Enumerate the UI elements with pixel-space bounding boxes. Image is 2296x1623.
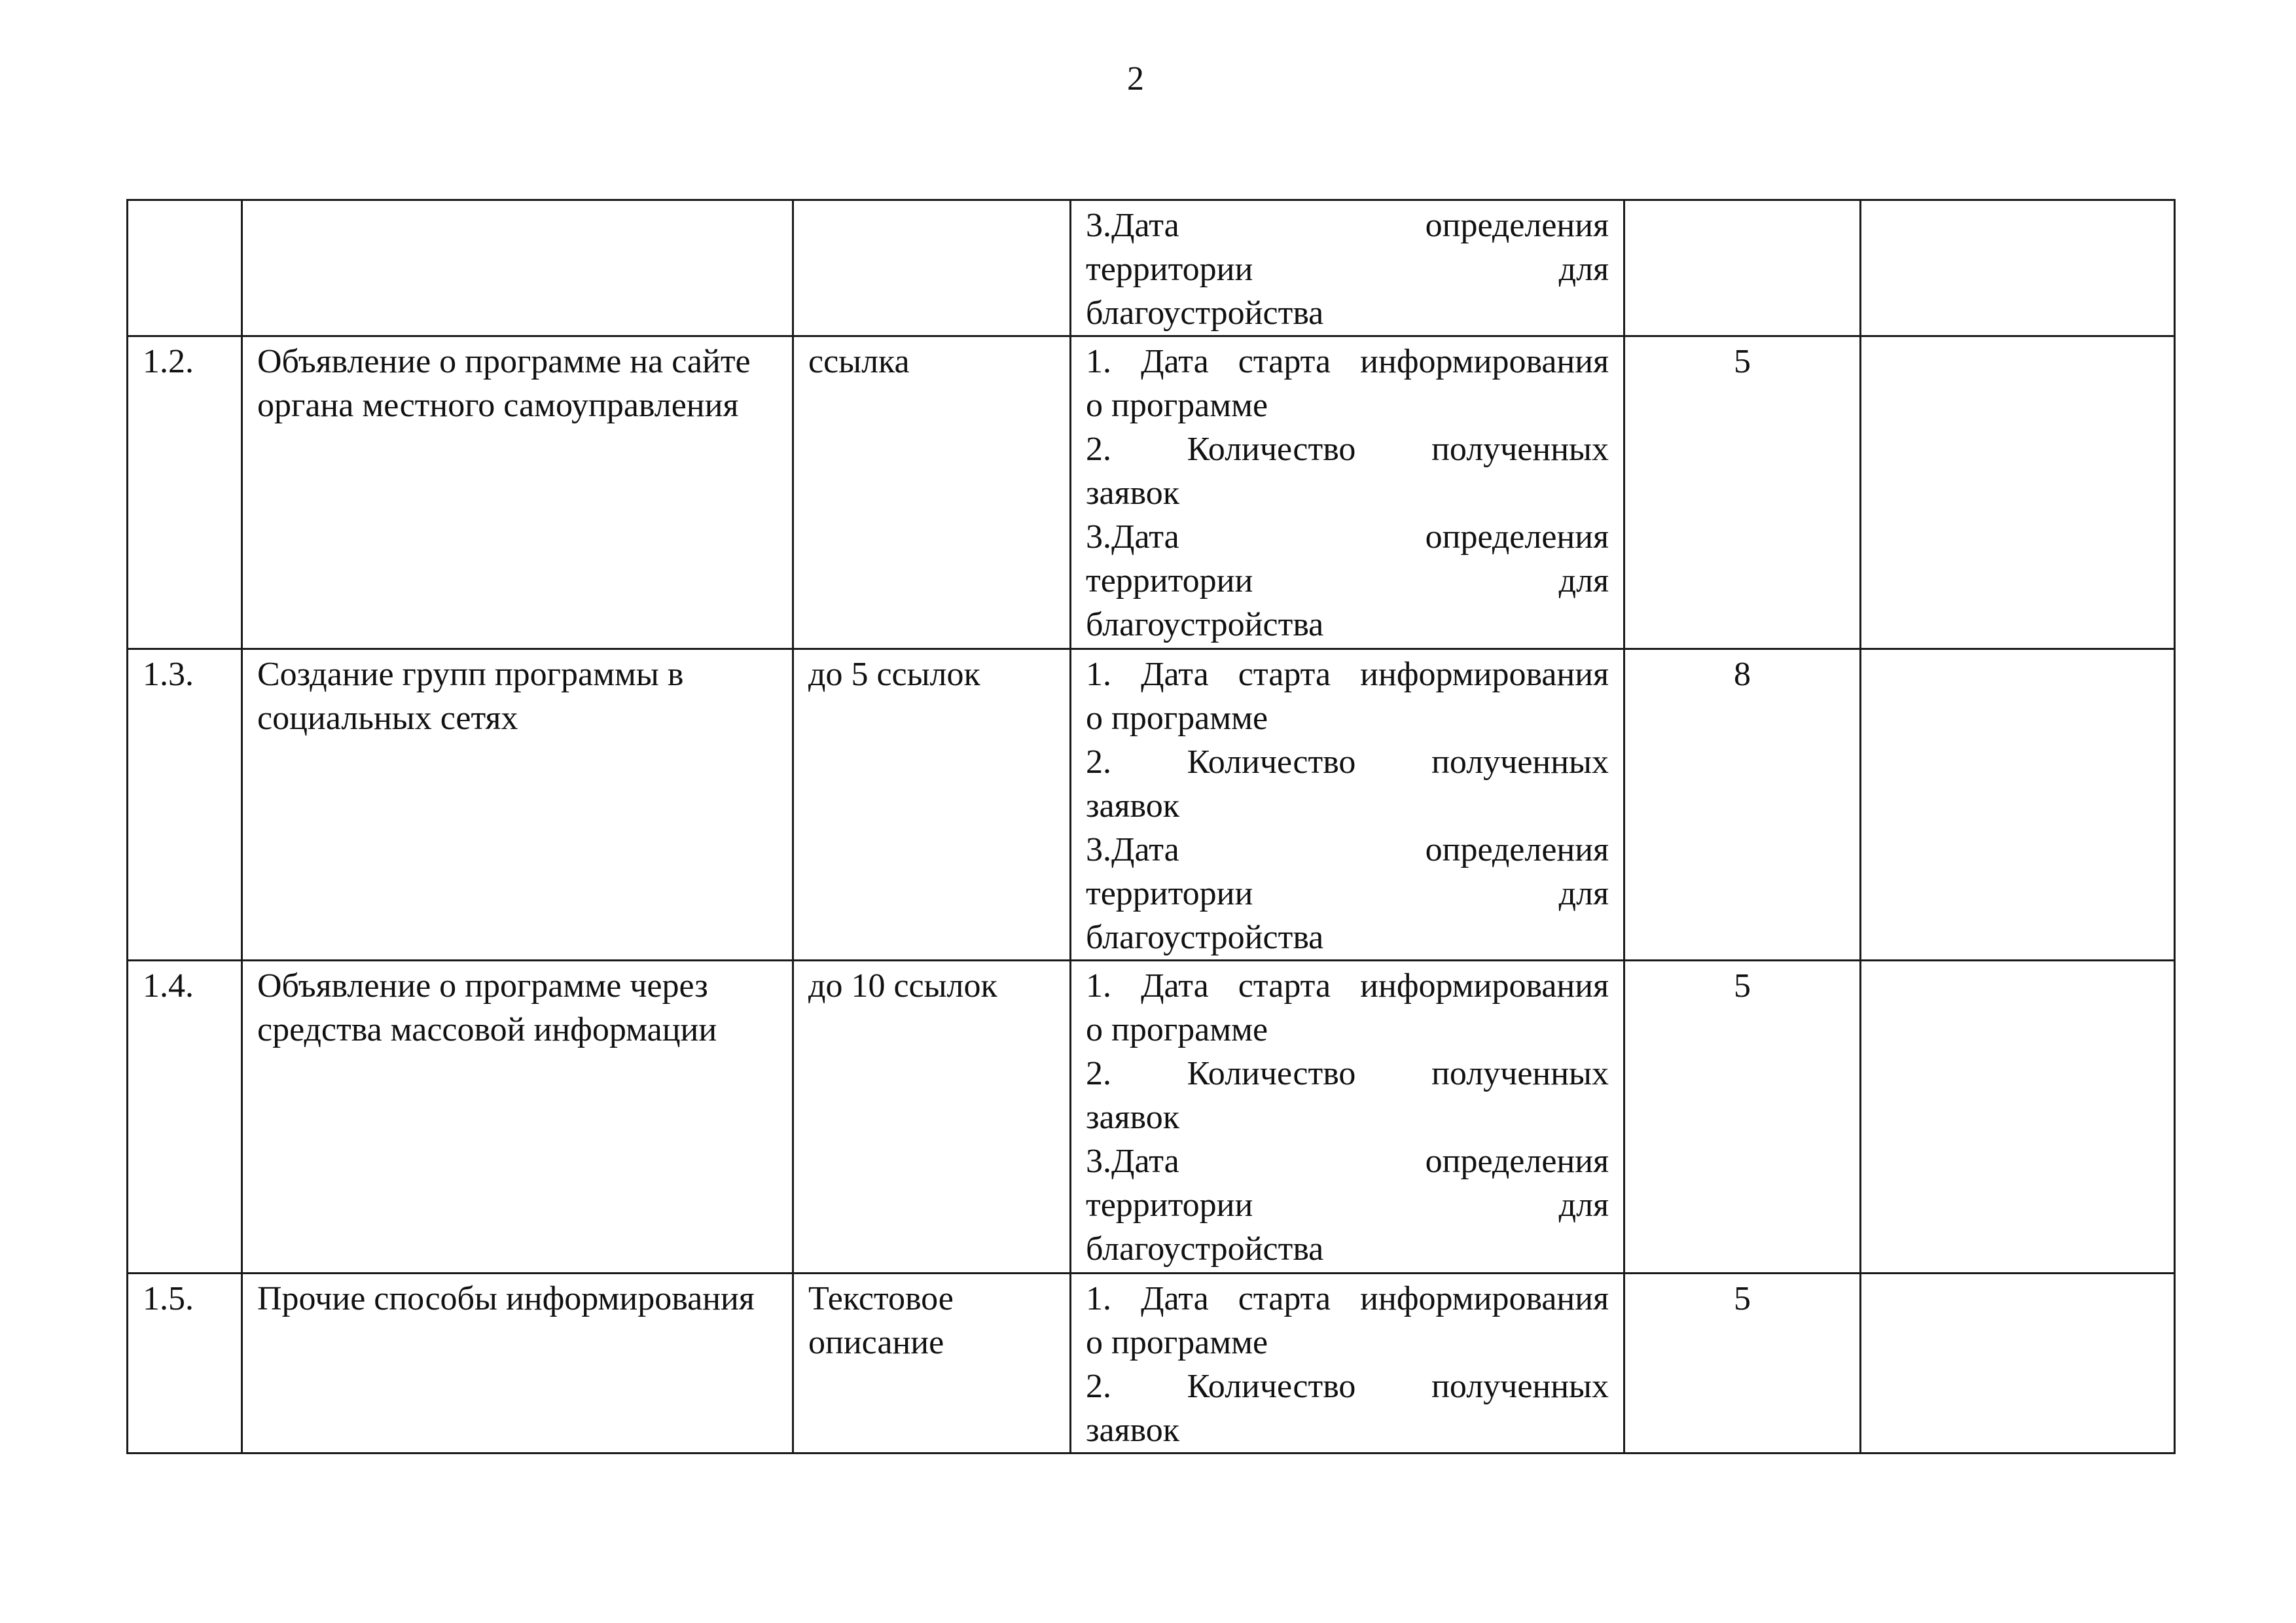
score-cell: 8 <box>1624 649 1861 961</box>
criteria-cell <box>1071 336 1624 649</box>
criteria-line: о программе <box>1086 1011 1268 1048</box>
table-row <box>128 961 2175 1274</box>
table-row <box>128 1274 2175 1454</box>
criteria-line: благоустройства <box>1086 1230 1324 1268</box>
criteria-line: 2. Количество полученных <box>1086 1368 1609 1405</box>
criteria-table <box>126 199 2176 1454</box>
criteria-line: территории для <box>1086 251 1609 288</box>
note-cell <box>1861 1274 2175 1454</box>
criteria-line: 1. Дата старта информирования <box>1086 656 1609 693</box>
criteria-line: 1. Дата старта информирования <box>1086 967 1609 1005</box>
table-row <box>128 336 2175 649</box>
score-cell: 5 <box>1624 1274 1861 1454</box>
page-number: 2 <box>1127 60 1144 98</box>
row-number-cell: 1.4. <box>128 961 242 1274</box>
note-cell <box>1861 961 2175 1274</box>
criteria-line: о программе <box>1086 700 1268 737</box>
criteria-line: 3.Дата определения <box>1086 831 1609 868</box>
row-number-cell: 1.2. <box>128 336 242 649</box>
criteria-line: 3.Дата определения <box>1086 1143 1609 1180</box>
criteria-line: заявок <box>1086 1412 1179 1449</box>
note-cell <box>1861 649 2175 961</box>
criteria-line: 3.Дата определения <box>1086 518 1609 556</box>
criteria-line: территории для <box>1086 875 1609 912</box>
criteria-line: 3.Дата определения <box>1086 207 1609 244</box>
criteria-line: благоустройства <box>1086 294 1324 332</box>
criteria-line: о программе <box>1086 387 1268 424</box>
activity-name-cell: Прочие способы информирования <box>242 1274 793 1454</box>
criteria-line: заявок <box>1086 474 1179 512</box>
criteria-line: территории для <box>1086 1186 1609 1224</box>
activity-name-cell: Объявление о программе на сайте органа местного самоуправления <box>242 336 793 649</box>
table-row <box>128 649 2175 961</box>
criteria-cell <box>1071 1274 1624 1454</box>
measure-cell: до 5 ссылок <box>793 649 1071 961</box>
criteria-line: заявок <box>1086 787 1179 825</box>
score-cell: 5 <box>1624 961 1861 1274</box>
row-number-cell: 1.3. <box>128 649 242 961</box>
note-cell <box>1861 200 2175 336</box>
criteria-cell <box>1071 961 1624 1274</box>
criteria-line: территории для <box>1086 562 1609 599</box>
criteria-cell <box>1071 200 1624 336</box>
criteria-line: благоустройства <box>1086 919 1324 956</box>
measure-cell: до 10 ссылок <box>793 961 1071 1274</box>
criteria-line: 2. Количество полученных <box>1086 743 1609 781</box>
measure-cell <box>793 200 1071 336</box>
row-number-cell <box>128 200 242 336</box>
criteria-line: 2. Количество полученных <box>1086 1055 1609 1092</box>
table-row <box>128 200 2175 336</box>
score-cell: 5 <box>1624 336 1861 649</box>
criteria-line: о программе <box>1086 1324 1268 1361</box>
measure-cell: ссылка <box>793 336 1071 649</box>
activity-name-cell: Создание групп программы в социальных сетях <box>242 649 793 961</box>
activity-name-cell <box>242 200 793 336</box>
note-cell <box>1861 336 2175 649</box>
activity-name-cell: Объявление о программе через средства массовой информации <box>242 961 793 1274</box>
measure-cell: Текстовое описание <box>793 1274 1071 1454</box>
criteria-line: 1. Дата старта информирования <box>1086 1280 1609 1317</box>
criteria-line: 1. Дата старта информирования <box>1086 343 1609 380</box>
score-cell <box>1624 200 1861 336</box>
row-number-cell: 1.5. <box>128 1274 242 1454</box>
criteria-cell <box>1071 649 1624 961</box>
criteria-line: заявок <box>1086 1099 1179 1136</box>
criteria-line: 2. Количество полученных <box>1086 431 1609 468</box>
criteria-line: благоустройства <box>1086 606 1324 643</box>
